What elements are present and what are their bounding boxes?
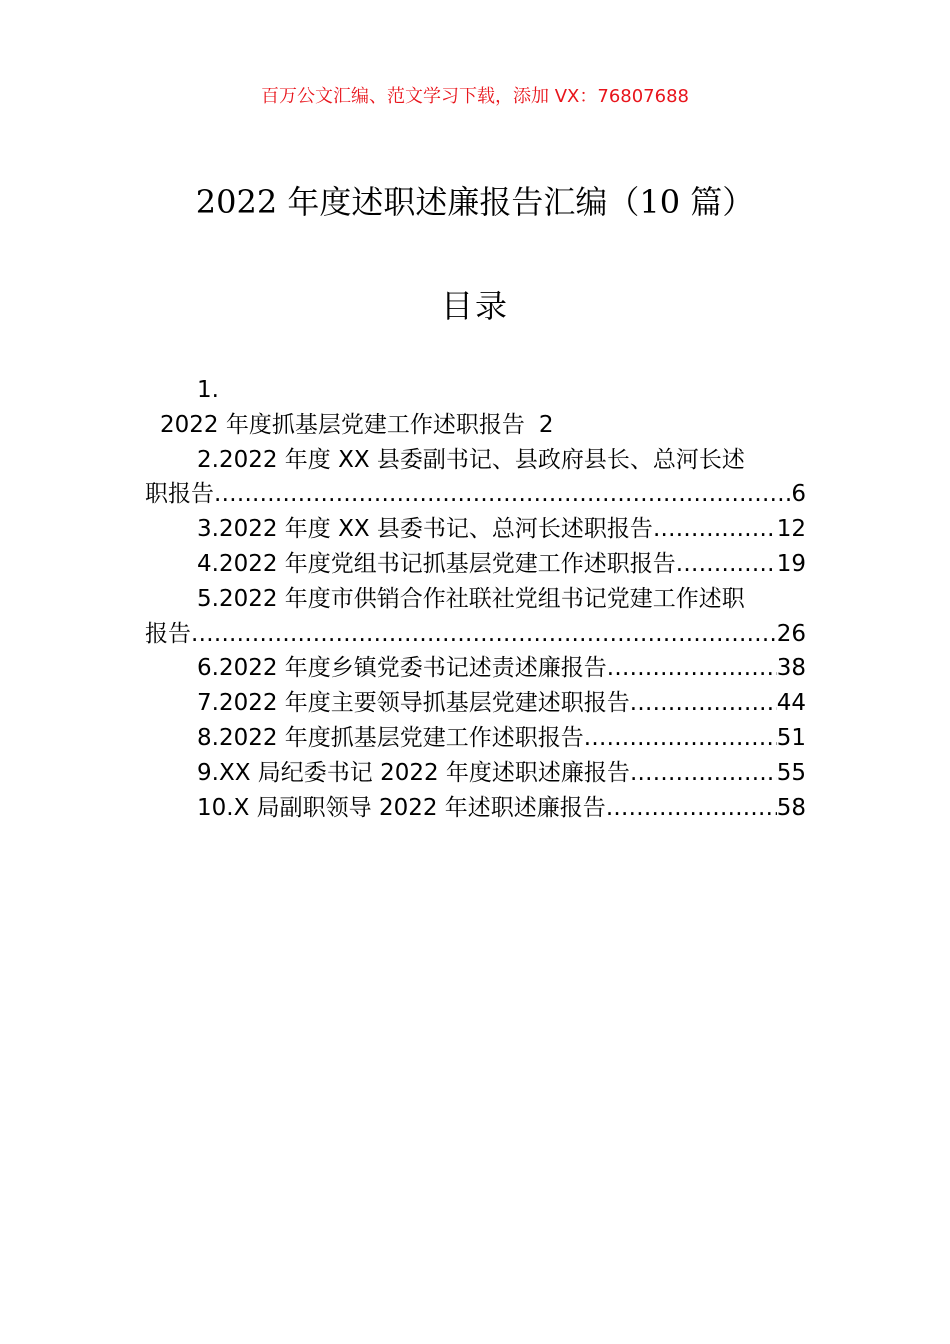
toc-leader-dots xyxy=(630,686,777,721)
toc-item-7[interactable] xyxy=(145,686,806,721)
toc-item-6-text: 6.2022 年度乡镇党委书记述责述廉报告 xyxy=(197,655,607,682)
toc-item-3-page: 12 xyxy=(776,516,806,543)
toc-item-8[interactable] xyxy=(145,721,806,756)
toc-item-4-page: 19 xyxy=(776,550,806,577)
toc-item-9-page: 55 xyxy=(776,759,806,786)
toc-item-10[interactable] xyxy=(145,791,806,826)
toc-leader-dots xyxy=(607,651,777,686)
toc-leader-dots xyxy=(630,756,777,791)
toc-item-9-text: 9.XX 局纪委书记 2022 年度述职述廉报告 xyxy=(197,759,630,786)
toc-leader-dots xyxy=(214,477,791,512)
toc-item-1[interactable] xyxy=(145,408,806,443)
toc-item-1-text: 2022 年度抓基层党建工作述职报告 xyxy=(160,411,525,438)
toc-leader-dots xyxy=(606,791,777,826)
toc-leader-dots xyxy=(584,721,777,756)
toc-item-8-page: 51 xyxy=(776,724,806,751)
toc-item-7-page: 44 xyxy=(776,690,806,717)
toc-item-3[interactable] xyxy=(145,512,806,547)
toc-item-10-page: 58 xyxy=(776,794,806,821)
toc-leader-dots xyxy=(676,547,777,582)
toc-leader-dots xyxy=(191,617,777,652)
toc-item-2-line1[interactable]: 2.2022 年度 XX 县委副书记、县政府县长、总河长述 xyxy=(197,446,745,473)
toc-item-1-page: 2 xyxy=(538,411,554,438)
toc-item-5-line2[interactable] xyxy=(145,617,806,652)
toc-heading: 目录 xyxy=(440,287,509,325)
toc-item-6[interactable] xyxy=(145,651,806,686)
toc-item-2-page: 6 xyxy=(791,481,806,508)
toc-item-2-line2[interactable] xyxy=(145,477,806,512)
document-title: 2022 年度述职述廉报告汇编（10 篇） xyxy=(195,183,755,221)
table-of-contents xyxy=(145,373,806,825)
header-watermark-note: 百万公文汇编、范文学习下载，添加 VX：76807688 xyxy=(261,86,689,107)
toc-item-1-number[interactable]: 1. xyxy=(197,377,219,403)
toc-item-10-text: 10.X 局副职领导 2022 年述职述廉报告 xyxy=(197,794,606,821)
toc-item-5-text: 报告 xyxy=(145,620,191,647)
toc-item-4[interactable] xyxy=(145,547,806,582)
toc-item-2-text: 职报告 xyxy=(145,481,214,508)
toc-item-9[interactable] xyxy=(145,756,806,791)
toc-item-7-text: 7.2022 年度主要领导抓基层党建述职报告 xyxy=(197,690,630,717)
toc-item-4-text: 4.2022 年度党组书记抓基层党建工作述职报告 xyxy=(197,550,676,577)
toc-item-6-page: 38 xyxy=(776,655,806,682)
toc-item-5-page: 26 xyxy=(776,620,806,647)
toc-leader-dots xyxy=(653,512,777,547)
toc-item-5-line1[interactable]: 5.2022 年度市供销合作社联社党组书记党建工作述职 xyxy=(197,585,745,612)
toc-item-8-text: 8.2022 年度抓基层党建工作述职报告 xyxy=(197,724,584,751)
toc-item-3-text: 3.2022 年度 XX 县委书记、总河长述职报告 xyxy=(197,516,653,543)
